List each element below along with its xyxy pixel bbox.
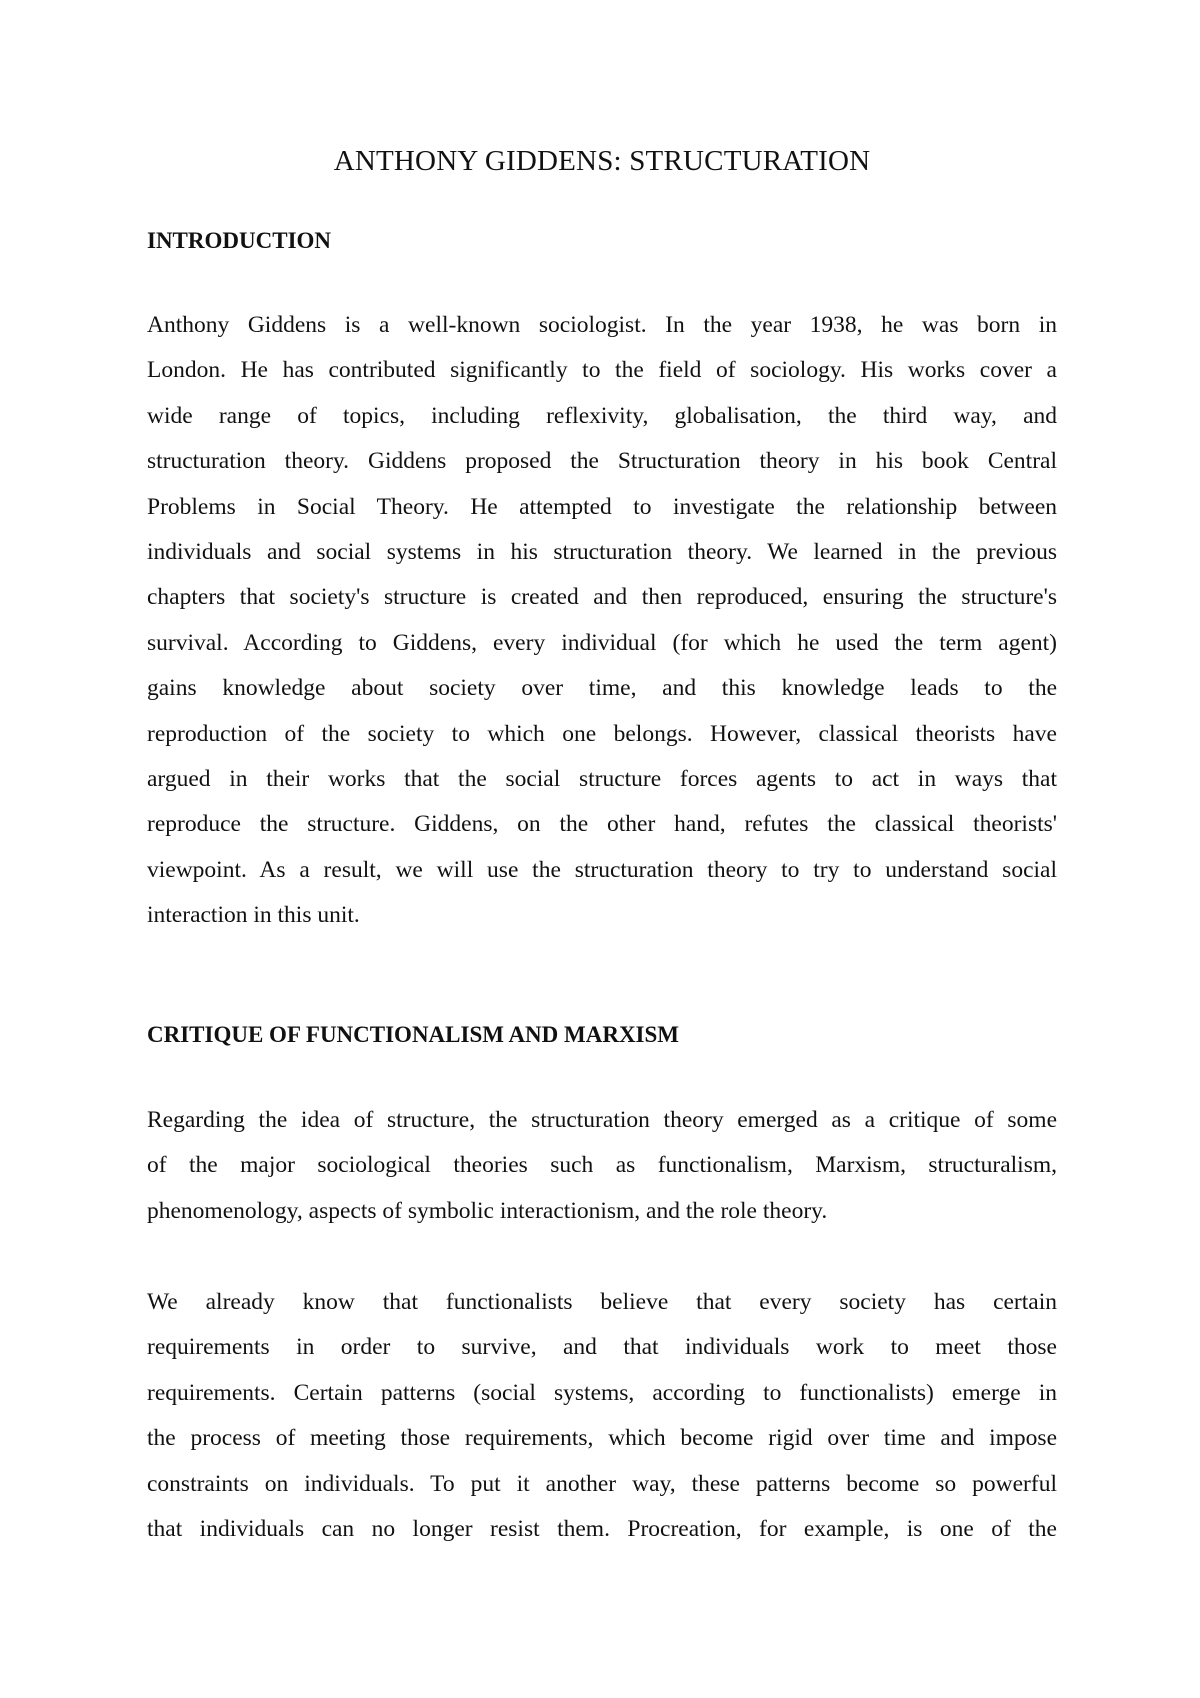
paragraph-line: requirements in order to survive, and that individuals work to meet those bbox=[147, 1334, 1057, 1361]
paragraph-line: Anthony Giddens is a well-known sociologist. In the year 1938, he was born in bbox=[147, 312, 1057, 338]
paragraph-line: structuration theory. Giddens proposed the Structuration theory in his book Central bbox=[147, 448, 1057, 475]
document-title: ANTHONY GIDDENS: STRUCTURATION bbox=[333, 145, 871, 177]
paragraph-line: constraints on individuals. To put it another way, these patterns become so powerful bbox=[147, 1470, 1057, 1497]
paragraph-line: argued in their works that the social structure forces agents to act in ways that bbox=[147, 765, 1057, 792]
section-heading-introduction: INTRODUCTION bbox=[147, 228, 332, 253]
paragraph-line: Problems in Social Theory. He attempted to investigate the relationship between bbox=[147, 493, 1057, 520]
paragraph-line: viewpoint. As a result, we will use the structuration theory to try to understand social bbox=[147, 856, 1057, 883]
paragraph-line: the process of meeting those requirements, which become rigid over time and impose bbox=[147, 1425, 1057, 1452]
paragraph-line: gains knowledge about society over time, and this knowledge leads to the bbox=[147, 675, 1057, 702]
paragraph-line: chapters that society's structure is created and then reproduced, ensuring the structure's bbox=[147, 584, 1057, 611]
paragraph-line: wide range of topics, including reflexivity, globalisation, the third way, and bbox=[147, 402, 1057, 429]
paragraph-line: phenomenology, aspects of symbolic interactionism, and the role theory. bbox=[147, 1197, 828, 1224]
paragraph-functionalists bbox=[147, 1280, 1057, 1552]
paragraph-critique-intro bbox=[147, 1098, 1057, 1234]
paragraph-line: requirements. Certain patterns (social systems, according to functionalists) emerge in bbox=[147, 1379, 1057, 1406]
paragraph-line: Regarding the idea of structure, the structuration theory emerged as a critique of some bbox=[147, 1107, 1057, 1133]
paragraph-line: that individuals can no longer resist them. Procreation, for example, is one of the bbox=[147, 1515, 1057, 1542]
paragraph-line: survival. According to Giddens, every individual (for which he used the term agent) bbox=[147, 629, 1057, 656]
paragraph-introduction bbox=[147, 303, 1057, 938]
section-heading-critique: CRITIQUE OF FUNCTIONALISM AND MARXISM bbox=[147, 1022, 680, 1047]
paragraph-line: London. He has contributed significantly to the field of sociology. His works cover a bbox=[147, 357, 1057, 384]
paragraph-line: interaction in this unit. bbox=[147, 902, 360, 929]
paragraph-line: individuals and social systems in his structuration theory. We learned in the previous bbox=[147, 538, 1057, 565]
paragraph-line: reproduce the structure. Giddens, on the other hand, refutes the classical theorists' bbox=[147, 811, 1057, 838]
paragraph-line: reproduction of the society to which one belongs. However, classical theorists have bbox=[147, 720, 1057, 747]
paragraph-line: of the major sociological theories such as functionalism, Marxism, structuralism, bbox=[147, 1152, 1057, 1179]
paragraph-line: We already know that functionalists believe that every society has certain bbox=[147, 1289, 1057, 1315]
